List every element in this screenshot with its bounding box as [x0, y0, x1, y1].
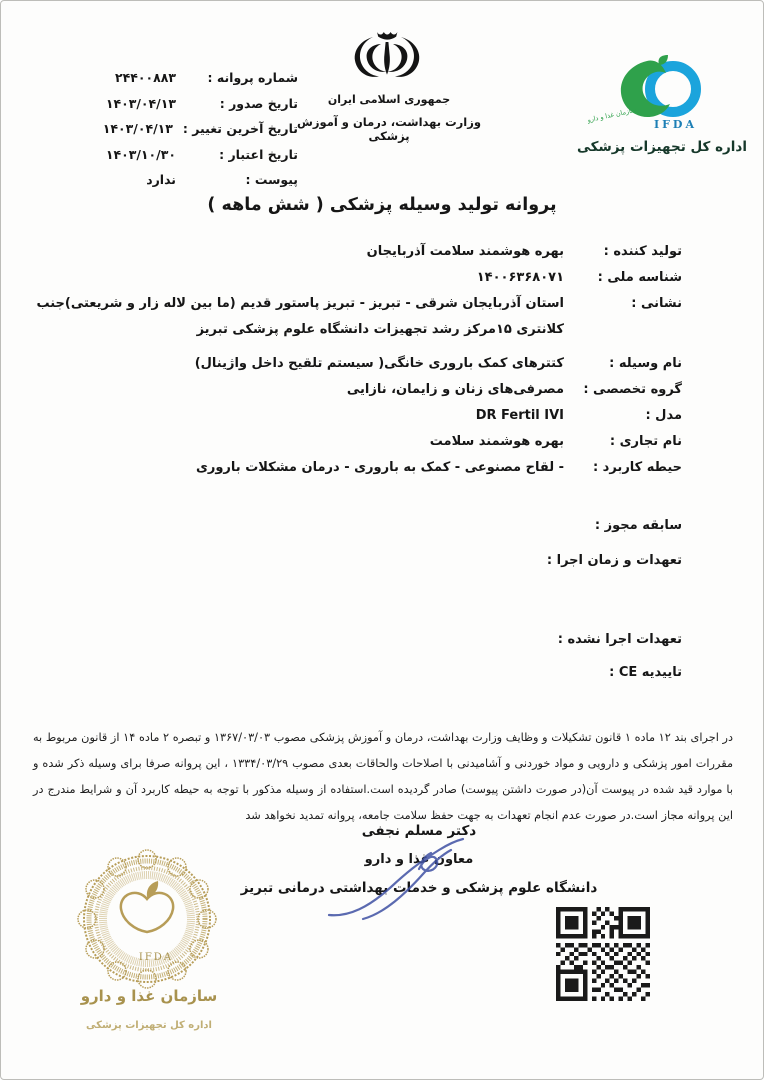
validity-date-label: تاریخ اعتبار : [219, 146, 298, 162]
national-id-label: شناسه ملی : [597, 270, 682, 285]
issue-date-row [36, 91, 298, 117]
application-scope-label: حیطه کاربرد : [592, 460, 682, 475]
unfulfilled-commitments-row [36, 627, 682, 653]
seal-department-label: اداره کل تجهیزات پزشکی [86, 1020, 212, 1031]
signatory-organization: دانشگاه علوم پزشکی و خدمات بهداشتی درمانی تبریز [240, 880, 598, 896]
device-name-value: کتترهای کمک باروری خانگی( سیستم تلقیح داخل واژینال) [194, 356, 564, 371]
address-row [36, 291, 682, 343]
ce-approval-row [36, 660, 682, 686]
attachment-label: پیوست : [245, 172, 298, 187]
country-title: جمهوری اسلامی ایران [327, 93, 451, 106]
ce-approval-value [36, 660, 564, 686]
qr-code [556, 907, 650, 1005]
trade-name-label: نام تجاری : [609, 434, 682, 449]
national-id-row [36, 265, 682, 291]
ministry-caption [279, 93, 499, 143]
attachment-value: ندارد [146, 172, 176, 187]
application-scope-value: - لقاح مصنوعی - کمک به باروری - درمان مشکلات باروری [195, 460, 564, 475]
license-meta-block [36, 65, 298, 193]
last-change-date-row [36, 116, 298, 142]
validity-date-value: ۱۴۰۳/۱۰/۳۰ [105, 146, 176, 162]
license-number-row [36, 65, 298, 91]
issue-date-label: تاریخ صدور : [219, 95, 298, 111]
signatory-name: دکتر مسلم نجفی [361, 823, 477, 839]
license-number-label: شماره پروانه : [207, 70, 298, 85]
specialty-group-label: گروه تخصصی : [583, 382, 682, 397]
producer-value: بهره هوشمند سلامت آذربایجان [366, 244, 564, 259]
license-number-value: ۲۴۴۰۰۸۸۳ [114, 70, 176, 85]
producer-row [36, 239, 682, 265]
model-row [36, 403, 682, 429]
signatory-role: معاون غذا و دارو [364, 852, 474, 867]
seal-acronym-label: IFDA [138, 952, 174, 963]
producer-label: تولید کننده : [603, 244, 682, 259]
ifda-org-small-label: سازمان غذا و دارو [586, 105, 638, 125]
validity-date-row [36, 142, 298, 168]
trade-name-value: بهره هوشمند سلامت [429, 434, 564, 449]
license-history-label: سابقه مجوز : [594, 518, 682, 533]
last-change-date-value: ۱۴۰۳/۰۴/۱۳ [102, 121, 173, 136]
license-history-value [36, 513, 564, 539]
attachment-row [36, 167, 298, 193]
trade-name-row [36, 429, 682, 455]
specialty-group-row [36, 377, 682, 403]
ifda-department-title: اداره کل تجهیزات پزشکی [577, 139, 747, 155]
ce-approval-label: تاییدیه CE : [609, 665, 682, 680]
issue-date-value: ۱۴۰۳/۰۴/۱۳ [105, 95, 176, 111]
model-label: مدل : [645, 408, 682, 423]
ifda-gold-seal-icon [77, 849, 217, 993]
unfulfilled-commitments-label: تعهدات اجرا نشده : [557, 632, 682, 647]
commitments-label: تعهدات و زمان اجرا : [546, 553, 682, 568]
commitments-row [36, 548, 682, 574]
address-label: نشانی : [631, 296, 682, 311]
ifda-acronym-label: IFDA [653, 118, 697, 131]
model-value: DR Fertil IVI [475, 408, 564, 423]
legal-paragraph: در اجرای بند ۱۲ ماده ۱ قانون تشکیلات و وظایف وزارت بهداشت، درمان و آموزش پزشکی مصوب ۱۳۶۷/۰۳/۰۳ و تبصره ۲ ماده ۱۴ از قانون مربوط به مقررات امور پزشکی و دارویی و مواد خوردنی و آشامیدنی با اصلاحات والحاقات بعدی مصوب ۱۳۳۴/۰۳/۲۹ ، این پروانه صرفا برای وسیله ذکر شده و با موارد قید شده در پیوست آن(در صورت داشتن پیوست) صادر گردیده است.استفاده از وسیله مذکور با توجه به حیطه کاربرد آن و شرایط مندرج در این پروانه مجاز است.در صورت عدم انجام تعهدات به جهت حفظ سلامت جامعه، پروانه تمدید نخواهد شد [33, 731, 734, 822]
national-id-value: ۱۴۰۰۶۳۶۸۰۷۱ [476, 270, 564, 285]
commitments-value [36, 548, 531, 574]
unfulfilled-commitments-value [36, 627, 542, 653]
handwritten-signature [323, 831, 493, 930]
last-change-date-label: تاریخ آخرین تغییر : [182, 121, 298, 136]
iran-emblem-icon [351, 29, 423, 91]
license-history-row [36, 513, 682, 539]
specialty-group-value: مصرفی‌های زنان و زایمان، نازایی [346, 382, 564, 397]
address-value: استان آذربایجان شرقی - تبریز - تبریز پاستور قدیم (ما بین لاله زار و شریعتی)جنب کلانتری ۱۵مرکز رشد تجهیزات دانشگاه علوم پزشکی تبریز [36, 296, 564, 337]
page-title: پروانه تولید وسیله پزشکی ( شش ماهه ) [207, 195, 557, 215]
application-scope-row [36, 455, 682, 481]
license-fields [36, 239, 682, 686]
ministry-title: وزارت بهداشت، درمان و آموزش پزشکی [297, 115, 481, 143]
seal-organization-label: سازمان غذا و دارو [80, 987, 218, 1005]
device-name-label: نام وسیله : [609, 356, 682, 371]
device-name-row [36, 351, 682, 377]
